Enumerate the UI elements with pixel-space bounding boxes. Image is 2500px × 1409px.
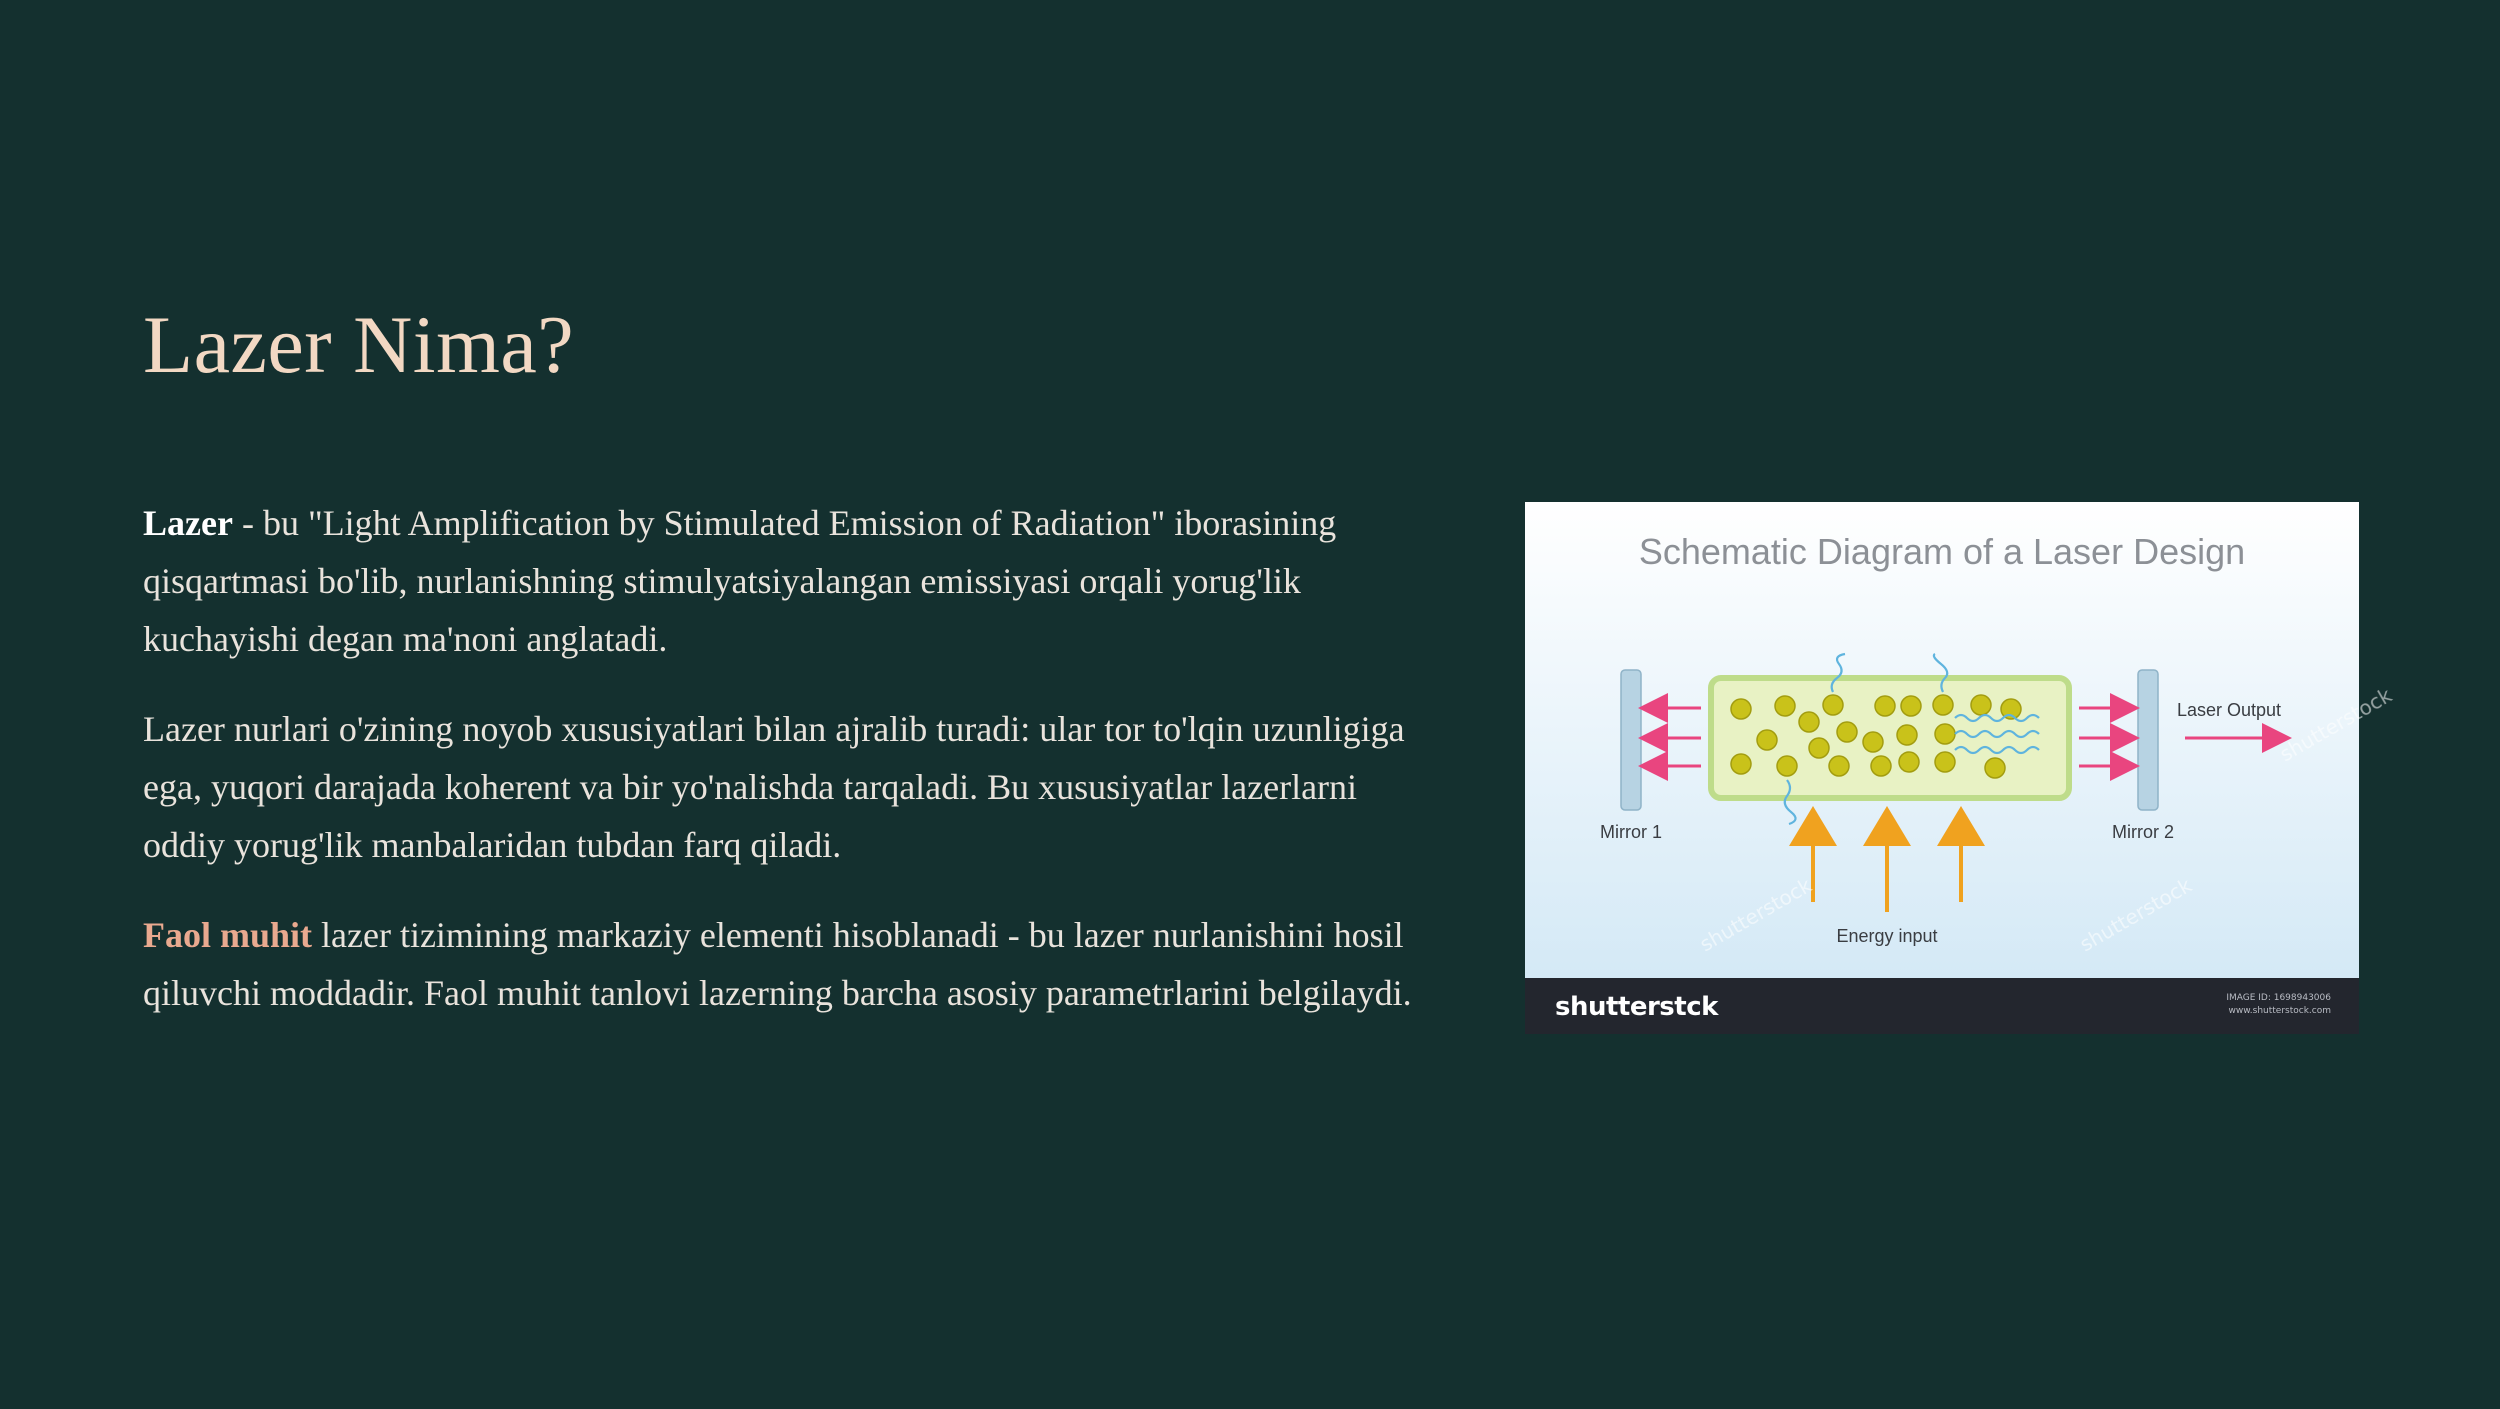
svg-text:shutterstock: shutterstock [2275, 683, 2396, 767]
laser-diagram-figure [1525, 502, 2396, 1034]
label-mirror-1: Mirror 1 [1600, 822, 1662, 842]
slide-title: Lazer Nima? [143, 299, 575, 390]
paragraph-definition [143, 494, 1443, 668]
image-id: IMAGE ID: 1698943006 www.shutterstock.com [2226, 993, 2331, 1016]
label-energy-input: Energy input [1836, 926, 1938, 946]
mirror-2 [2138, 670, 2158, 810]
figure-footer [1525, 978, 2359, 1034]
label-laser-output: Laser Output [2177, 700, 2282, 720]
paragraph-definition-text: - bu "Light Amplification by Stimulated Emission of Radiation" iborasining qisqartmasi bo'lib, nurlanishning stimulyatsiyalangan emissiyasi orqali yorug'lik kuchayishi degan ma'noni anglatadi. [143, 503, 1337, 659]
mirror-1 [1621, 670, 1641, 810]
label-mirror-2: Mirror 2 [2112, 822, 2174, 842]
shutterstock-logo: shutterstck [1555, 992, 1718, 1022]
term-faol-muhit: Faol muhit [143, 915, 313, 955]
body-text [143, 494, 1443, 1054]
svg-text:shutterstock: shutterstock [1695, 873, 1816, 957]
paragraph-active-medium-text: lazer tizimining markaziy elementi hisoblanadi - bu lazer nurlanishini hosil qiluvchi moddadir. Faol muhit tanlovi lazerning barcha asosiy parametrlarini belgilaydi. [143, 915, 1412, 1013]
term-lazer: Lazer [143, 503, 233, 543]
paragraph-properties-text: Lazer nurlari o'zining noyob xususiyatlari bilan ajralib turadi: ular tor to'lqin uzunligiga ega, yuqori darajada koherent va bir yo'nalishda tarqaladi. Bu xususiyatlar lazerlarni oddiy yorug'lik manbalaridan tubdan farq qiladi. [143, 709, 1405, 865]
paragraph-properties [143, 700, 1443, 874]
laser-diagram [1525, 502, 2396, 978]
diagram-title: Schematic Diagram of a Laser Design [1638, 531, 2246, 572]
svg-text:shutterstock: shutterstock [2075, 873, 2196, 957]
paragraph-active-medium [143, 906, 1443, 1022]
